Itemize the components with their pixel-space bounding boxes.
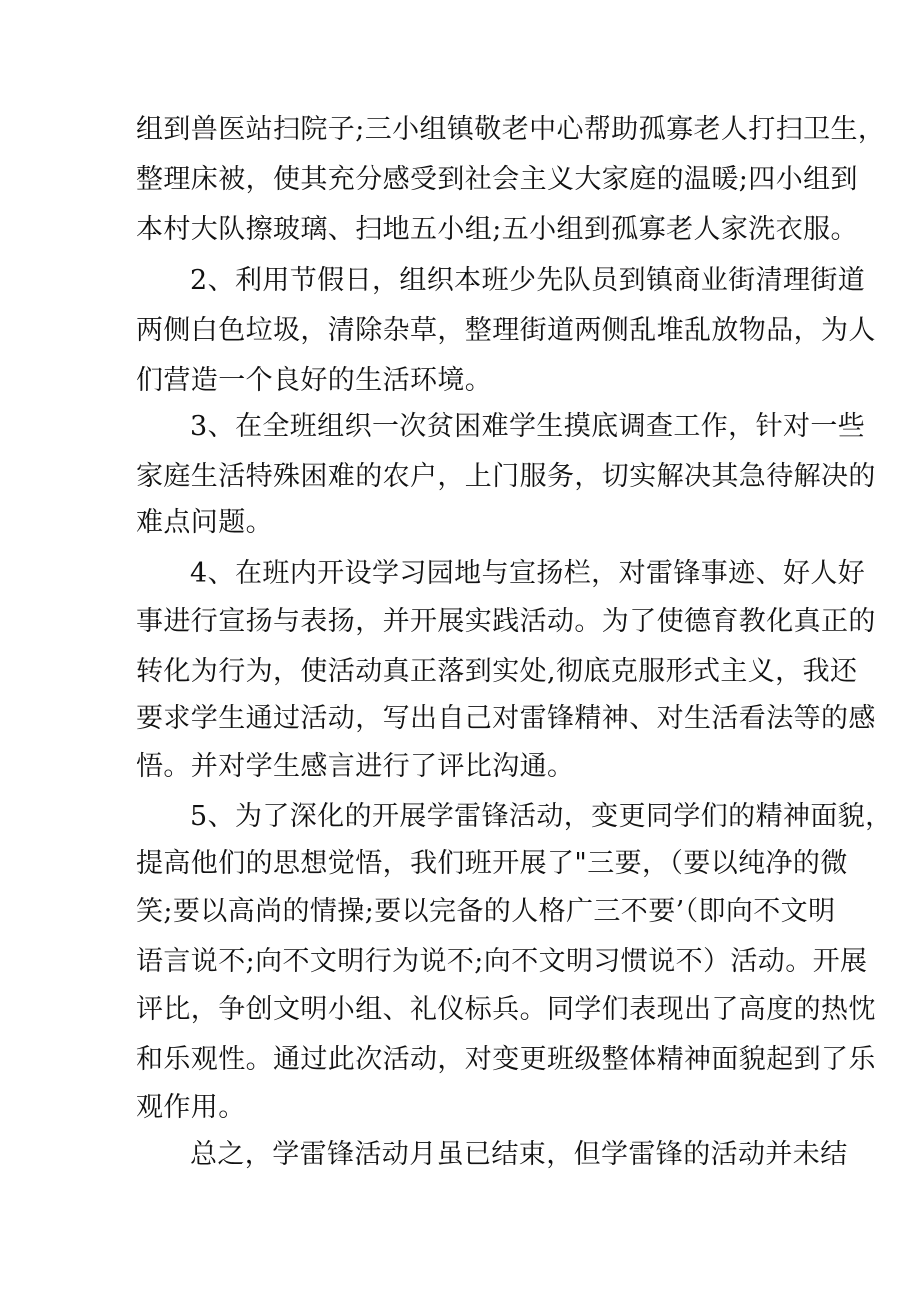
text-line: 事进行宣扬与表扬，并开展实践活动。为了使德育教化真正的	[136, 606, 876, 637]
text-line: 总之，学雷锋活动月虽已结束，但学雷锋的活动并未结	[190, 1139, 848, 1170]
text-line: 悟。并对学生感言进行了评比沟通。	[136, 751, 575, 782]
text-line: 难点问题。	[136, 507, 273, 538]
text-line: 2、利用节假日，组织本班少先队员到镇商业街清理街道	[190, 265, 866, 296]
text-line: 5、为了深化的开展学雷锋活动，变更同学们的精神面貌，	[190, 801, 893, 832]
text-line: 和乐观性。通过此次活动，对变更班级整体精神面貌起到了乐	[136, 1044, 876, 1075]
text-line: 组到兽医站扫院子;三小组镇敬老中心帮助孤寡老人打扫卫生，	[136, 114, 886, 145]
text-line: 笑;要以高尚的情操;要以完备的人格广三不要’（即向不文明	[136, 896, 836, 927]
text-line: 提高他们的思想觉悟，我们班开展了"三要，（要以纯净的微	[136, 848, 848, 879]
text-line: 评比，争创文明小组、礼仪标兵。同学们表现出了高度的热忱	[136, 994, 876, 1025]
text-line: 两侧白色垃圾，清除杂草，整理街道两侧乱堆乱放物品，为人	[136, 315, 876, 346]
text-line: 整理床被，使其充分感受到社会主义大家庭的温暖;四小组到	[136, 164, 858, 195]
text-line: 家庭生活特殊困难的农户，上门服务，切实解决其急待解决的	[136, 461, 876, 492]
text-line: 观作用。	[136, 1092, 246, 1123]
text-line: 们营造一个良好的生活环境。	[136, 365, 493, 396]
text-line: 4、在班内开设学习园地与宣扬栏，对雷锋事迹、好人好	[190, 558, 866, 589]
text-line: 要求学生通过活动，写出自己对雷锋精神、对生活看法等的感	[136, 703, 876, 734]
text-line: 本村大队擦玻璃、扫地五小组;五小组到孤寡老人家洗衣服。	[136, 214, 858, 245]
text-line: 转化为行为，使活动真正落到实处,彻底克服形式主义，我还	[136, 656, 858, 687]
text-line: 语言说不;向不文明行为说不;向不文明习惯说不）活动。开展	[136, 946, 868, 977]
text-line: 3、在全班组织一次贫困难学生摸底调查工作，针对一些	[190, 411, 866, 442]
